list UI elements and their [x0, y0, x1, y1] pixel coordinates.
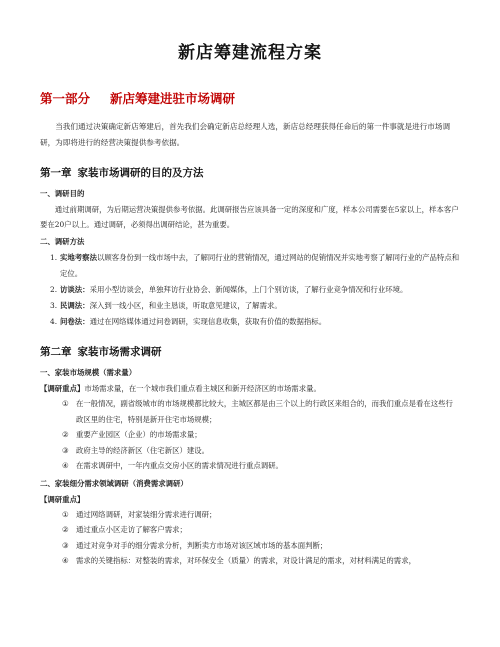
item-marker: ④ [62, 556, 69, 565]
intro-paragraph: 当我们通过决策确定新店筹建后，首先我们会确定新店总经理人选，新店总经理获得任命后的第一件事就是进行市场调研，为即将进行的经营决策提供参考依据。 [40, 122, 451, 147]
item-text: 需求的关键指标：对整装的需求，对环保安全（质量）的需求，对设计满足的需求，对材料满足的需求， [76, 556, 416, 565]
section-purpose-text: 通过前期调研，为后期运营决策提供参考依据。此调研报告应该具备一定的深度和广度，样本公司需要在5家以上，样本客户要在20户以上。通过调研，必须得出调研结论，甚为重要。 [40, 205, 459, 229]
document-title: 新店筹建流程方案 [178, 43, 322, 63]
list-item [40, 443, 460, 459]
key-label: 【调研重点】 [40, 384, 85, 393]
item-text: 重要产业园区（企业）的市场需求量； [76, 430, 202, 439]
item-key: 实地考察法 [60, 253, 97, 262]
item-text: 通过网络调研，对家装细分需求进行调研； [76, 509, 217, 519]
list-item [40, 314, 460, 330]
part-number: 第一部分 [40, 91, 91, 106]
item-number: 1. [50, 253, 58, 262]
chapter-2-number: 第二章 [40, 346, 72, 358]
key-text: 市场需求量，在一个城市我们重点看主城区和新开经济区的市场需求量。 [84, 384, 321, 393]
section-demand-title: 二、家装细分需求领域调研（消费需求调研） [40, 478, 188, 488]
demand-list [40, 507, 460, 569]
part-heading [40, 89, 460, 107]
item-marker: ① [62, 399, 69, 408]
demand-key [40, 492, 460, 507]
item-key: 访谈法： [60, 285, 90, 294]
item-marker: ③ [62, 540, 69, 550]
item-number: 4. [50, 317, 58, 326]
list-item [40, 250, 460, 282]
item-text: 通过对竞争对手的细分需求分析，判断卖方市场对该区域市场的基本面判断； [76, 540, 328, 550]
item-marker: ④ [62, 461, 69, 470]
item-text: 政府主导的经济新区（住宅新区）建设。 [76, 445, 210, 455]
methods-list [40, 250, 460, 330]
list-item [40, 298, 460, 314]
key-label: 【调研重点】 [40, 494, 85, 504]
item-number: 2. [50, 285, 58, 294]
item-text: 深入到一线小区，和业主恳谈，听取意见建议，了解需求。 [89, 301, 282, 310]
chapter-1-title: 家装市场调研的目的及方法 [77, 167, 204, 179]
market-size-key [40, 381, 460, 396]
list-item [40, 458, 460, 474]
item-text: 通过在网络媒体通过问卷调研，实现信息收集，获取有价值的数据指标。 [89, 317, 327, 326]
section-purpose-title: 一、调研目的 [40, 189, 85, 198]
chapter-2-title: 家装市场需求调研 [77, 346, 162, 358]
item-text: 在一般情况，副省级城市的市场规模都比较大，主城区都是由三个以上的行政区来组合的，而我们重点是看在这些行政区里的住宅，特别是新开住宅市场规模； [76, 399, 453, 424]
list-item [40, 427, 460, 443]
part-title: 新店筹建进驻市场调研 [110, 91, 236, 106]
item-marker: ② [62, 430, 69, 439]
list-item [40, 396, 460, 427]
chapter-1-heading [40, 165, 460, 180]
market-size-list [40, 396, 460, 474]
item-marker: ③ [62, 445, 69, 455]
item-marker: ① [62, 509, 69, 519]
list-item [40, 522, 460, 538]
item-text: 在需求调研中，一年内重点交房小区的需求情况进行重点调研。 [76, 461, 283, 470]
list-item [40, 538, 460, 554]
item-marker: ② [62, 525, 69, 534]
item-key: 问卷法： [60, 317, 90, 326]
item-number: 3. [50, 301, 58, 310]
item-text: 采用小型访谈会，单独拜访行业协会、新闻媒体，上门个别访谈，了解行业竞争情况和行业环境。 [89, 285, 408, 294]
item-key: 民调法： [60, 301, 90, 310]
item-text: 以顾客身份到一线市场中去，了解同行业的营销情况，通过网站的促销情况并实地考察了解同行业的产品特点和定位。 [60, 253, 460, 278]
section-methods-title: 二、调研方法 [40, 237, 85, 246]
chapter-2-heading [40, 344, 460, 359]
item-text: 通过重点小区走访了解客户需求； [76, 525, 187, 534]
section-market-size-title: 一、家装市场规模（需求量） [40, 368, 137, 377]
list-item [40, 553, 460, 569]
chapter-1-number: 第一章 [40, 167, 72, 179]
list-item [40, 507, 460, 523]
list-item [40, 282, 460, 298]
